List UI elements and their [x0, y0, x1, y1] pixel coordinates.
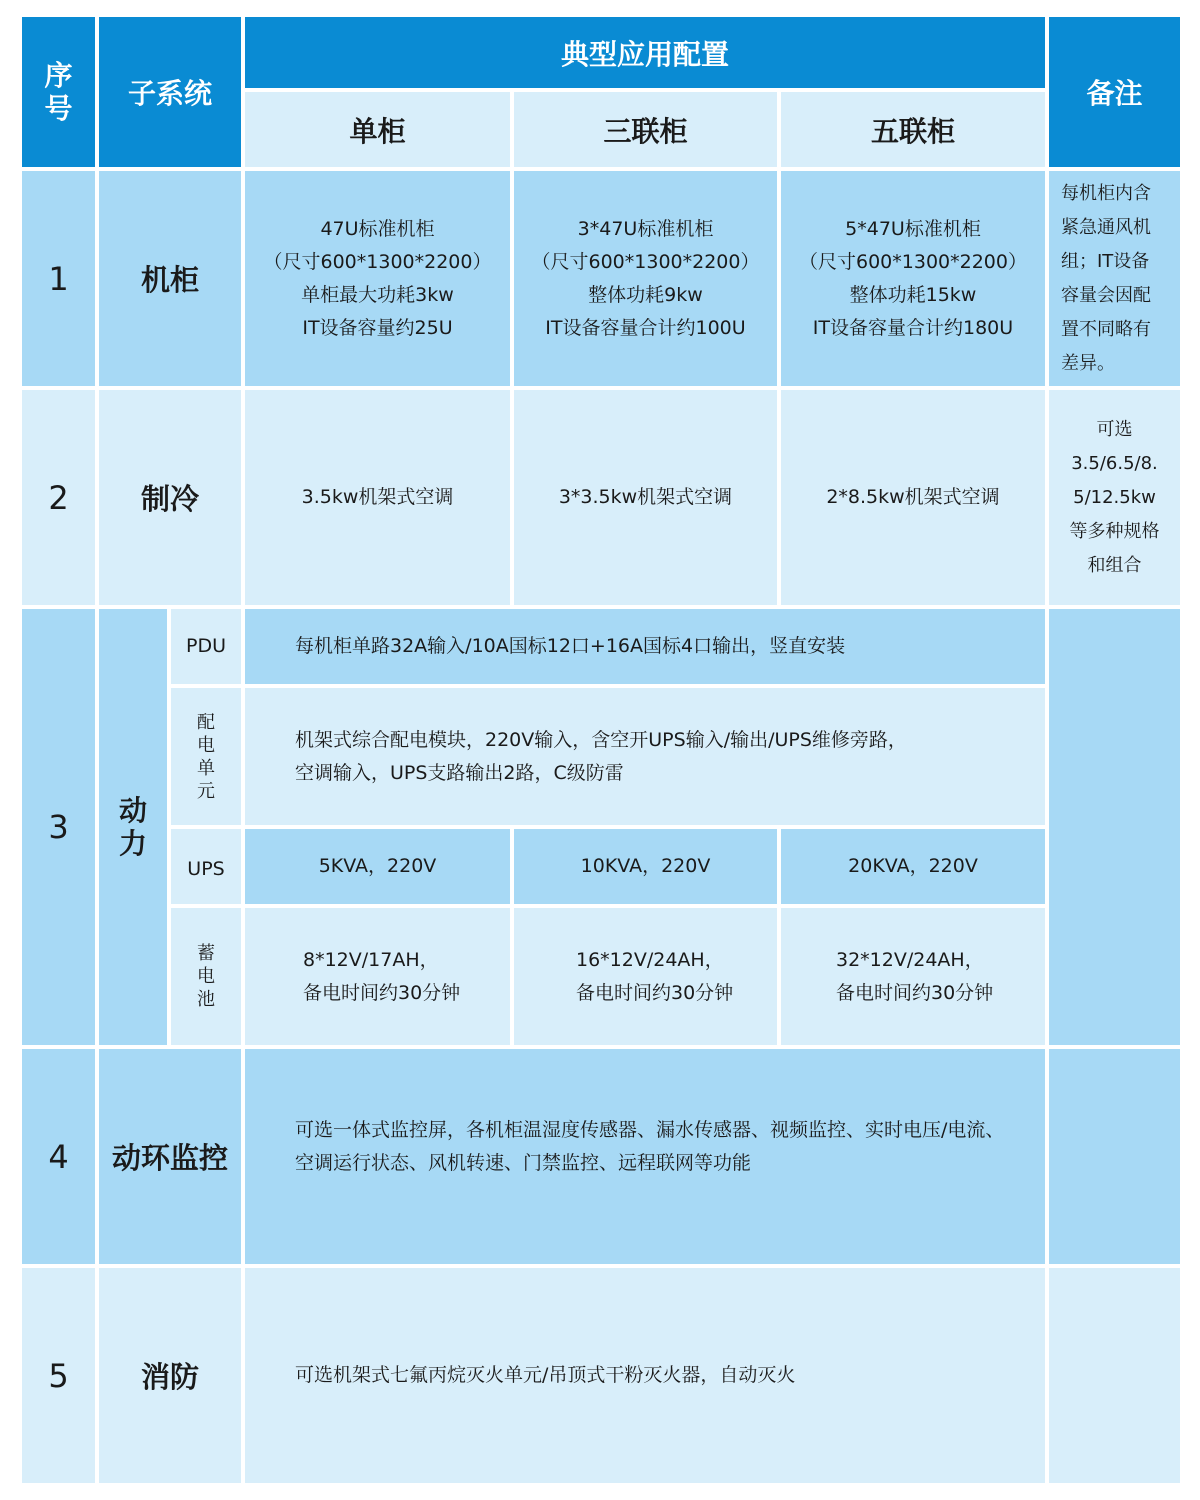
- row-1-subsystem: 机柜: [99, 171, 241, 386]
- remark-line: 每机柜内含: [1061, 182, 1151, 204]
- config-line: 8*12V/17AH，: [303, 948, 439, 971]
- row-5-number: 5: [22, 1268, 95, 1483]
- row-3-subsystem-char: 动: [118, 794, 147, 827]
- row-3-subsystem: [99, 609, 167, 1045]
- battery-triple-config: [514, 908, 777, 1045]
- row-2-subsystem: 制冷: [99, 390, 241, 605]
- row-2-remarks: [1049, 390, 1180, 605]
- row-2-quintuple-config: 2*8.5kw机架式空调: [781, 390, 1045, 605]
- label-char: 元: [197, 780, 215, 802]
- config-line: 32*12V/24AH，: [836, 948, 984, 971]
- pdu-label: PDU: [171, 609, 241, 684]
- battery-single-config: [245, 908, 510, 1045]
- row-1-remarks: [1049, 171, 1180, 386]
- remark-line: 和组合: [1087, 554, 1142, 576]
- config-line: 单柜最大功耗3kw: [301, 283, 454, 306]
- label-char: 单: [197, 757, 215, 779]
- row-4-remarks: [1049, 1049, 1180, 1264]
- distribution-unit-config: [245, 688, 1045, 825]
- header-typical-config: 典型应用配置: [245, 17, 1045, 88]
- label-char: 池: [197, 989, 215, 1010]
- row-3-number: 3: [22, 609, 95, 1045]
- config-line: 备电时间约30分钟: [836, 981, 994, 1004]
- config-line: 整体功耗9kw: [588, 283, 703, 306]
- header-subsystem: 子系统: [99, 17, 241, 167]
- row-4-subsystem: 动环监控: [99, 1049, 241, 1264]
- row-3-remarks: [1049, 609, 1180, 1045]
- row-5-remarks: [1049, 1268, 1180, 1483]
- ups-quintuple-config: 20KVA，220V: [781, 829, 1045, 904]
- label-char: 配: [197, 711, 215, 733]
- row-1-quintuple-config: [781, 171, 1045, 386]
- remark-line: 紧急通风机: [1061, 216, 1151, 238]
- config-line: IT设备容量约25U: [302, 316, 453, 339]
- config-line: IT设备容量合计约180U: [812, 316, 1014, 339]
- config-line: 3*47U标准机柜: [577, 217, 714, 240]
- config-line: 16*12V/24AH，: [576, 948, 724, 971]
- header-remarks: 备注: [1049, 17, 1180, 167]
- remark-line: 置不同略有: [1061, 318, 1151, 340]
- config-line: IT设备容量合计约100U: [545, 316, 746, 339]
- remark-line: 等多种规格: [1069, 520, 1160, 542]
- row-2-number: 2: [22, 390, 95, 605]
- ups-label: UPS: [171, 829, 241, 904]
- row-1-single-config: [245, 171, 510, 386]
- config-line: 备电时间约30分钟: [303, 981, 461, 1004]
- row-5-subsystem: 消防: [99, 1268, 241, 1483]
- header-seq-char-2: 号: [44, 92, 73, 125]
- remark-line: 3.5/6.5/8.: [1071, 452, 1158, 474]
- row-4-config: [245, 1049, 1045, 1264]
- ups-single-config: 5KVA，220V: [245, 829, 510, 904]
- row-2-triple-config: 3*3.5kw机架式空调: [514, 390, 777, 605]
- pdu-config: 每机柜单路32A输入/10A国标12口+16A国标4口输出，竖直安装: [245, 609, 1045, 684]
- remark-line: 组；IT设备: [1061, 250, 1150, 272]
- config-line: 47U标准机柜: [320, 217, 435, 240]
- remark-line: 5/12.5kw: [1073, 486, 1156, 508]
- row-2-single-config: 3.5kw机架式空调: [245, 390, 510, 605]
- config-line: 空调输入，UPS支路输出2路，C级防雷: [295, 761, 624, 784]
- row-5-config: 可选机架式七氟丙烷灭火单元/吊顶式干粉灭火器，自动灭火: [245, 1268, 1045, 1483]
- header-quintuple-cabinet: 五联柜: [781, 92, 1045, 167]
- ups-triple-config: 10KVA，220V: [514, 829, 777, 904]
- label-char: 电: [197, 734, 215, 756]
- battery-quintuple-config: [781, 908, 1045, 1045]
- header-triple-cabinet: 三联柜: [514, 92, 777, 167]
- config-line: （尺寸600*1300*2200）: [531, 250, 760, 273]
- remark-line: 容量会因配: [1061, 284, 1151, 306]
- battery-label: [171, 908, 241, 1045]
- config-line: 机架式综合配电模块，220V输入，含空开UPS输入/输出/UPS维修旁路，: [295, 728, 907, 751]
- config-line: （尺寸600*1300*2200）: [263, 250, 492, 273]
- label-char: 蓄: [197, 943, 215, 964]
- label-char: 电: [197, 966, 215, 987]
- config-line: 5*47U标准机柜: [845, 217, 981, 240]
- config-line: （尺寸600*1300*2200）: [799, 250, 1027, 273]
- config-line: 空调运行状态、风机转速、门禁监控、远程联网等功能: [295, 1151, 752, 1174]
- config-line: 整体功耗15kw: [849, 283, 977, 306]
- distribution-unit-label: [171, 688, 241, 825]
- row-4-number: 4: [22, 1049, 95, 1264]
- header-seq-char-1: 序: [44, 59, 73, 92]
- config-line: 可选一体式监控屏，各机柜温湿度传感器、漏水传感器、视频监控、实时电压/电流、: [295, 1118, 1005, 1141]
- header-single-cabinet: 单柜: [245, 92, 510, 167]
- row-1-triple-config: [514, 171, 777, 386]
- row-3-subsystem-char: 力: [118, 827, 147, 860]
- header-seq: [22, 17, 95, 167]
- remark-line: 差异。: [1061, 352, 1115, 374]
- row-1-number: 1: [22, 171, 95, 386]
- config-line: 备电时间约30分钟: [576, 981, 734, 1004]
- remark-line: 可选: [1096, 418, 1133, 440]
